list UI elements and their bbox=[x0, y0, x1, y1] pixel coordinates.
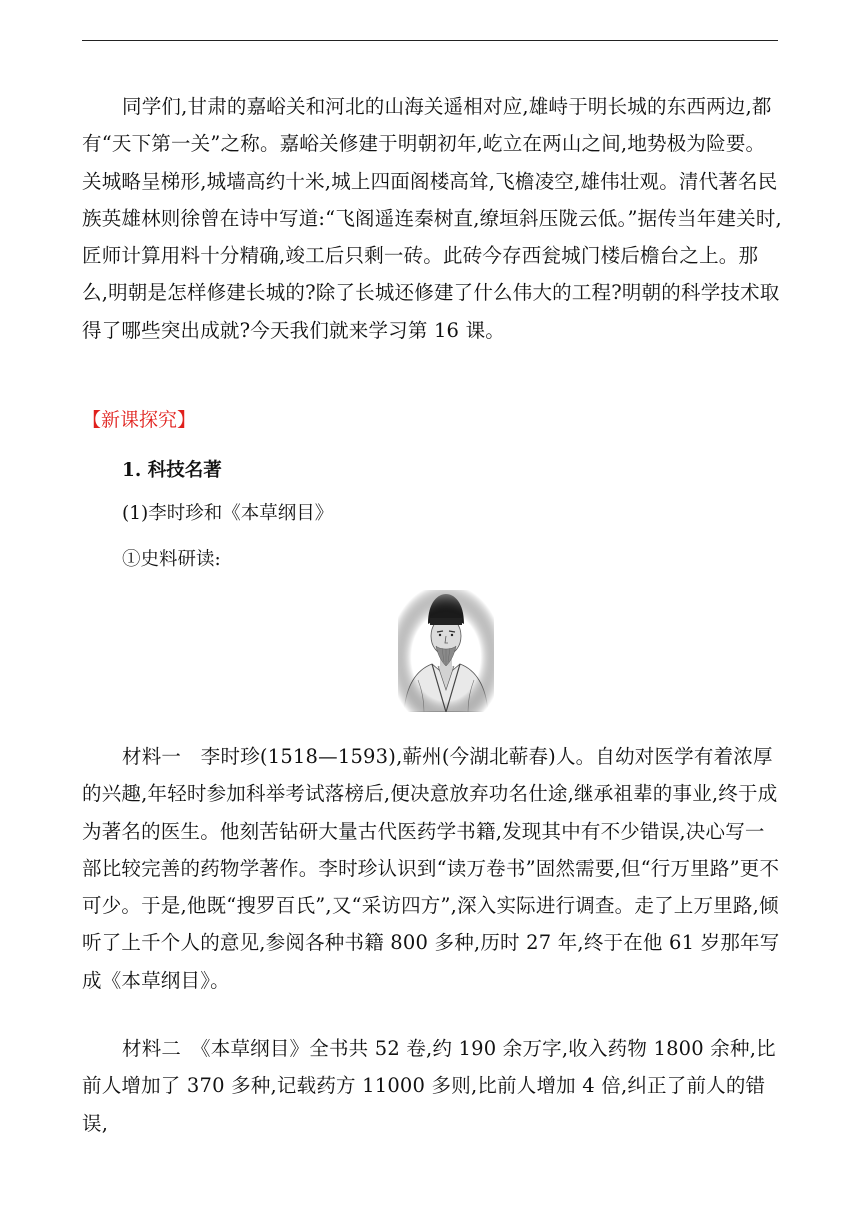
intro-paragraph: 同学们,甘肃的嘉峪关和河北的山海关遥相对应,雄峙于明长城的东西两边,都有“天下第一关”之称。嘉峪关修建于明朝初年,屹立在两山之间,地势极为险要。关城略呈梯形,城墙高约十米,城上四面阁楼高耸,飞檐凌空,雄伟壮观。清代著名民族英雄林则徐曾在诗中写道:“飞阁遥连秦树直,缭垣斜压陇云低。”据传当年建关时,匠师计算用料十分精确,竣工后只剩一砖。此砖今存西瓮城门楼后檐台之上。那么,明朝是怎样修建长城的?除了长城还修建了什么伟大的工程?明朝的科学技术取得了哪些突出成就?今天我们就来学习第 16 课。 bbox=[82, 95, 782, 342]
material-one-paragraph: 材料一 李时珍(1518—1593),蕲州(今湖北蕲春)人。自幼对医学有着浓厚的兴趣,年轻时参加科举考试落榜后,便决意放弃功名仕途,继承祖辈的事业,终于成为著名的医生。他刻苦钻研大量古代医药学书籍,发现其中有不少错误,决心写一部比较完善的药物学著作。李时珍认识到“读万卷书”固然需要,但“行万里路”更不可少。于是,他既“搜罗百氏”,又“采访四方”,深入实际进行调查。走了上万里路,倾听了上千个人的意见,参阅各种书籍 800 多种,历时 27 年,终于在他 61 岁那年写成《本草纲目》。 bbox=[82, 745, 780, 992]
heading-keji-mingzhu: 1. 科技名著 bbox=[122, 460, 222, 481]
section-heading: 【新课探究】 bbox=[82, 409, 197, 431]
material-two-paragraph: 材料二 《本草纲目》全书共 52 卷,约 190 余万字,收入药物 1800 余种,比前人增加了 370 多种,记载药方 11000 多则,比前人增加 4 倍,纠正了前人的错误, bbox=[82, 1037, 776, 1135]
li-shizhen-portrait bbox=[398, 590, 494, 712]
heading-li-shizhen: (1)李时珍和《本草纲目》 bbox=[122, 503, 334, 524]
header-rule bbox=[82, 40, 778, 41]
heading-shiliao-yandu: ①史料研读: bbox=[122, 549, 221, 570]
